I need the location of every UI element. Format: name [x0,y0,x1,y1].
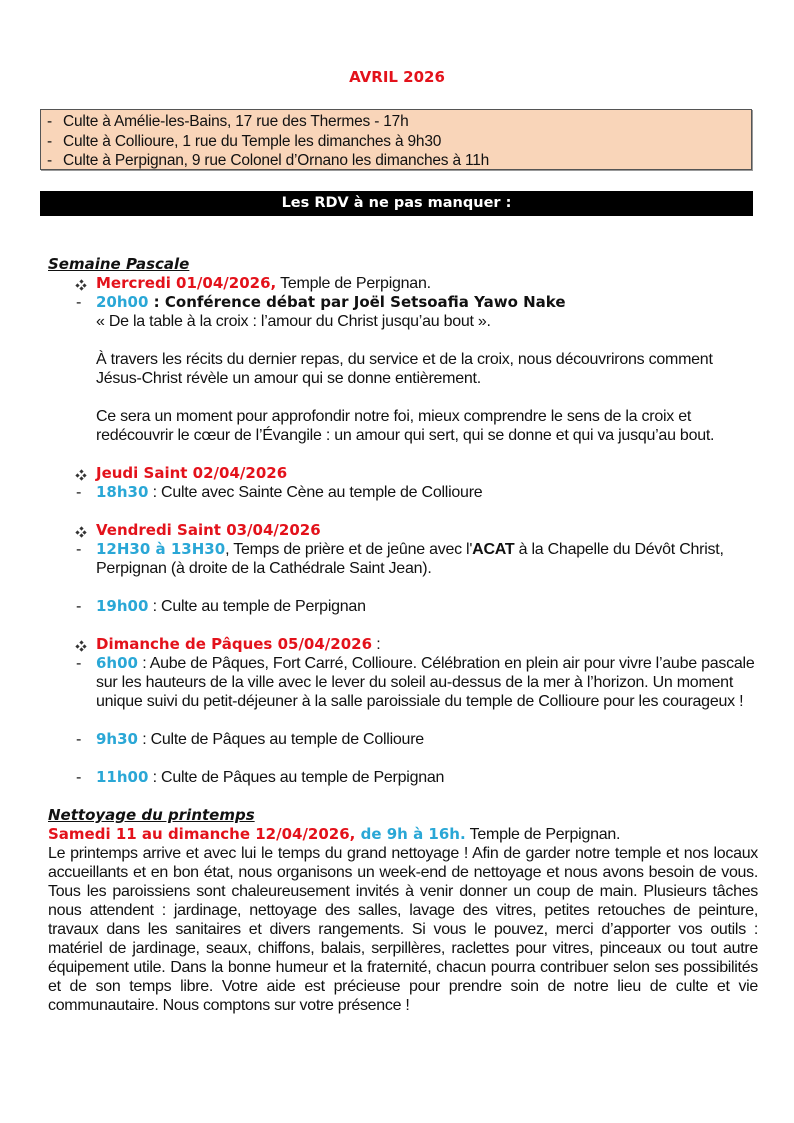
diamond-bullet-icon [76,527,86,537]
section-title-nettoyage: Nettoyage du printemps [48,806,255,824]
diamond-bullet-icon [76,641,86,651]
dash-bullet: - [76,768,82,786]
nettoyage-body: Le printemps arrive et avec lui le temps du grand nettoyage ! Afin de garder notre temple et nos locaux accueillants et en bon état, nous organisons un week-end de nettoyage et nous avons besoin de vous. Tous les paroissiens sont chaleureusement invités à venir donner un coup de main. Plusieurs tâches nous attendent : jardinage, nettoyage des salles, lavage des vitres, petites retouches de peinture, travaux dans les sanitaires et divers rangements. Si vous le pouvez, merci d’apporter vos outils : matériel de jardinage, seaux, chiffons, balais, serpillères, raclettes pour vitres, pinceaux ou tout autre équipement utile. Dans la bonne humeur et la fraternité, chacun pourra contribuer selon ses possibilités et de son temps libre. Votre aide est précieuse pour prendre soin de notre lieu de culte et vie communautaire. Nous comptons sur votre présence ! [48,845,758,1014]
diamond-bullet-icon [76,280,86,290]
diamond-bullet-icon [76,470,86,480]
day-mercredi: Mercredi 01/04/2026, Temple de Perpignan. [48,274,758,293]
dash-bullet: - [47,132,52,150]
page-title: AVRIL 2026 [349,68,445,86]
event-description: Ce sera un moment pour approfondir notre foi, mieux comprendre le sens de la croix et redécouvrir le cœur de l’Évangile : un amour qui sert, qui se donne et qui va jusqu’au bout. [96,408,715,444]
event-description: À travers les récits du dernier repas, du service et de la croix, nous découvrirons comment Jésus-Christ révèle un amour qui se donne entièrement. [96,351,713,387]
event-item: - 12H30 à 13H30, Temps de prière et de jeûne avec l'ACAT à la Chapelle du Dévôt Christ, Perpignan (à droite de la Cathédrale Saint Jean). [76,540,724,577]
event-item: - 11h00 : Culte de Pâques au temple de Perpignan [76,768,445,786]
dash-bullet: - [76,483,82,501]
event-item: - 6h00 : Aube de Pâques, Fort Carré, Collioure. Célébration en plein air pour vivre l’aube pascale sur les hauteurs de la ville avec le lever du soleil au-dessus de la mer à l’horizon. Un moment unique suivi du petit-déjeuner à la salle paroissiale du temple de Collioure pour les courageux ! [76,654,755,710]
dash-bullet: - [76,654,82,672]
event-item: - 18h30 : Culte avec Sainte Cène au temple de Collioure [76,483,483,501]
service-item: - Culte à Amélie-les-Bains, 17 rue des Thermes - 17h [47,113,409,130]
nettoyage-date-line: Samedi 11 au dimanche 12/04/2026, de 9h à 16h. Temple de Perpignan. [48,825,621,843]
section-title-semaine-pascale: Semaine Pascale [48,255,190,273]
main-content [48,255,758,1015]
dash-bullet: - [47,113,52,130]
event-quote: « De la table à la croix : l’amour du Christ jusqu’au bout ». [96,313,491,330]
rdv-header-bar: Les RDV à ne pas manquer : [40,191,753,216]
service-item: - Culte à Collioure, 1 rue du Temple les dimanches à 9h30 [47,132,442,150]
day-jeudi-saint: Jeudi Saint 02/04/2026 [48,464,758,483]
acat-label: ACAT [472,541,515,558]
dash-bullet: - [47,152,52,169]
service-item: - Culte à Perpignan, 9 rue Colonel d’Ornano les dimanches à 11h [47,152,490,169]
regular-services-box [40,109,752,170]
event-item: - 19h00 : Culte au temple de Perpignan [76,597,366,615]
event-item: - 20h00 : Conférence débat par Joël Setsoafia Yawo Nake [76,293,566,311]
dash-bullet: - [76,293,82,311]
dash-bullet: - [76,540,82,558]
dash-bullet: - [76,597,82,615]
event-item: - 9h30 : Culte de Pâques au temple de Collioure [76,730,424,748]
day-vendredi-saint: Vendredi Saint 03/04/2026 [48,521,758,540]
day-dimanche-paques: Dimanche de Pâques 05/04/2026 : [48,635,758,654]
dash-bullet: - [76,730,82,748]
